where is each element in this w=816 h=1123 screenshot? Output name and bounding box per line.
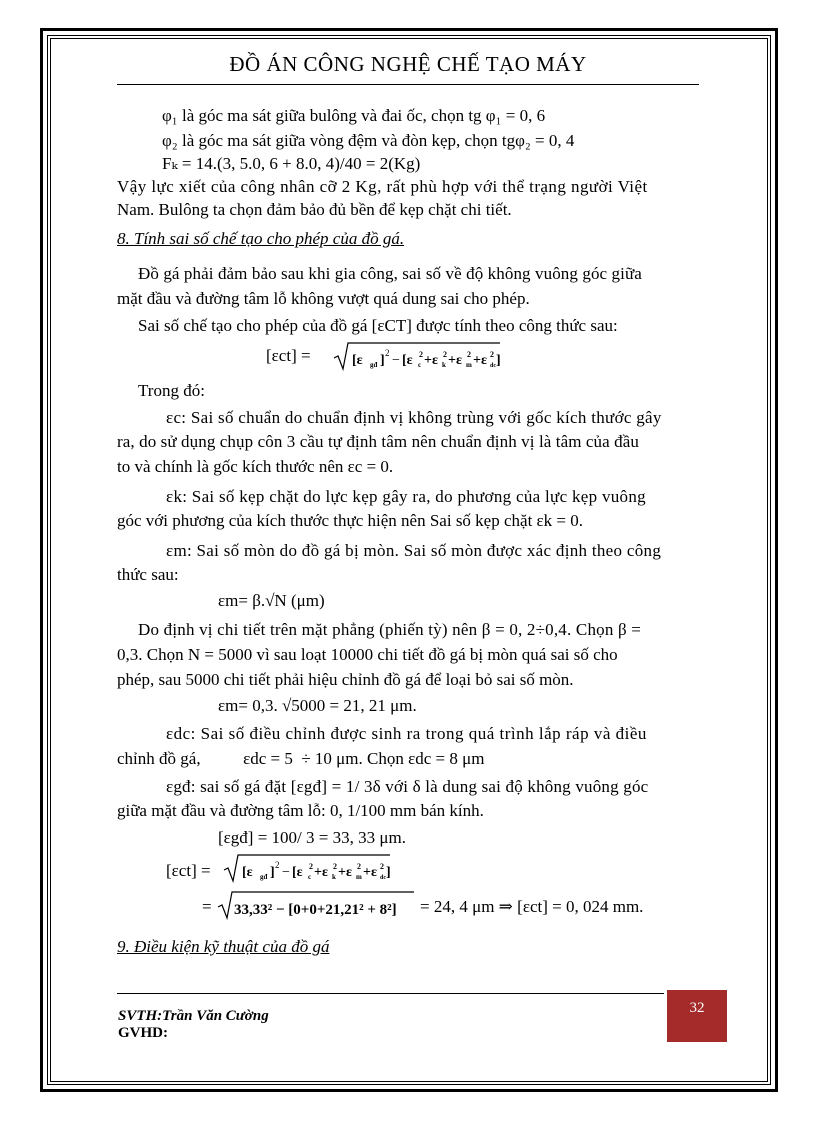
footer-divider (117, 993, 664, 994)
svg-text:2: 2 (357, 862, 361, 871)
paragraph-line: Do định vị chi tiết trên mặt phẳng (phiến tỳ) nên β = 0, 2÷0,4. Chọn β = (138, 620, 642, 639)
svg-text:m: m (356, 873, 362, 881)
svg-text:m: m (466, 361, 472, 369)
formula-eps-ct-result: = 24, 4 μm ⇒ [εct] = 0, 024 mm. (420, 897, 644, 916)
formula-eps-m-value: εm= 0,3. √5000 = 21, 21 μm. (218, 696, 417, 715)
page-number-badge: 32 (667, 990, 727, 1042)
paragraph-line: Trong đó: (138, 381, 205, 400)
page-header-title: ĐỒ ÁN CÔNG NGHỆ CHẾ TẠO MÁY (229, 52, 587, 76)
svg-text:+ε: +ε (314, 865, 328, 880)
formula-equals: = (202, 897, 212, 916)
section-heading-9: 9. Điều kiện kỹ thuật của đồ gá (117, 937, 330, 956)
paragraph-line: mặt đầu và đường tâm lỗ không vượt quá dung sai cho phép. (117, 289, 530, 308)
paragraph-line: εk: Sai số kẹp chặt do lực kẹp gây ra, do phương của lực kẹp vuông (166, 487, 646, 506)
svg-text:2: 2 (385, 348, 390, 358)
section-heading-8: 8. Tính sai số chế tạo cho phép của đồ gá. (117, 229, 405, 248)
svg-text:2: 2 (467, 350, 471, 359)
text-line-conclusion-1: Vậy lực xiết của công nhân cỡ 2 Kg, rất phù hợp với thể trạng người Việt (117, 177, 648, 196)
svg-text:]: ] (270, 865, 275, 880)
svg-text:2: 2 (490, 350, 494, 359)
paragraph-line: giữa mặt đầu và đường tâm lỗ: 0, 1/100 mm bán kính. (117, 801, 484, 820)
svg-text:+ε: +ε (338, 865, 352, 880)
paragraph-line: chỉnh đồ gá, εdc = 5 ÷ 10 μm. Chọn εdc = 8 μm (117, 749, 485, 768)
header-divider (117, 84, 699, 85)
formula-eps-ct (266, 346, 311, 366)
formula-eps-ct-2 (166, 861, 211, 881)
svg-text:k: k (332, 873, 336, 881)
paragraph-line: to và chính là gốc kích thước nên εc = 0. (117, 457, 394, 476)
svg-text:2: 2 (275, 860, 280, 870)
svg-text:2: 2 (309, 862, 313, 871)
svg-text:[ε: [ε (402, 353, 413, 368)
svg-text:]: ] (386, 865, 391, 880)
paragraph-line: εgđ: sai số gá đặt [εgđ] = 1/ 3δ với δ là dung sai độ không vuông góc (166, 777, 649, 796)
paragraph-line: εdc: Sai số điều chỉnh được sinh ra trong quá trình lắp ráp và điều (166, 724, 647, 743)
text-line-fk: Fₖ = 14.(3, 5.0, 6 + 8.0, 4)/40 = 2(Kg) (162, 154, 421, 173)
svg-text:+ε: +ε (473, 353, 487, 368)
svg-text:2: 2 (419, 350, 423, 359)
formula-eps-m: εm= β.√N (μm) (218, 591, 325, 610)
svg-text:+ε: +ε (448, 353, 462, 368)
svg-text:]: ] (380, 353, 385, 368)
svg-text:]: ] (496, 353, 501, 368)
paragraph-line: Đồ gá phải đảm bảo sau khi gia công, sai số về độ không vuông góc giữa (138, 264, 642, 283)
svg-text:[ε: [ε (352, 353, 363, 368)
paragraph-line: phép, sau 5000 chi tiết phải hiệu chỉnh đồ gá để loại bỏ sai số mòn. (117, 670, 574, 689)
svg-text:gđ: gđ (370, 361, 378, 369)
paragraph-line: góc với phương của kích thước thực hiện nên Sai số kẹp chặt εk = 0. (117, 511, 584, 530)
svg-text:[ε: [ε (292, 865, 303, 880)
svg-text:k: k (442, 361, 446, 369)
text-line-conclusion-2: Nam. Bulông ta chọn đảm bảo đủ bền để kẹp chặt chi tiết. (117, 200, 512, 219)
footer-author: SVTH:Trần Văn Cường (118, 1008, 269, 1024)
svg-text:đc: đc (380, 875, 386, 881)
formula-sqrt-expression (332, 340, 502, 372)
svg-text:−: − (392, 353, 400, 368)
paragraph-line: ra, do sử dụng chụp côn 3 cầu tự định tâm nên chuẩn định vị là tâm của đầu (117, 432, 639, 451)
svg-text:c: c (418, 361, 422, 369)
formula-sqrt-numeric (216, 888, 416, 922)
formula-lhs: [εct] = (166, 861, 211, 880)
svg-text:+ε: +ε (363, 865, 377, 880)
svg-text:+ε: +ε (424, 353, 438, 368)
paragraph-line: thức sau: (117, 565, 179, 584)
formula-numeric-inner: 33,33² − [0+0+21,21² + 8²] (234, 902, 397, 918)
text-line-phi1: φ₁ là góc ma sát giữa bulông và đai ốc, chọn tg φ₁ = 0, 6 (162, 106, 546, 125)
formula-eps-gd: [εgđ] = 100/ 3 = 33, 33 μm. (218, 828, 406, 847)
svg-text:2: 2 (333, 862, 337, 871)
svg-text:−: − (282, 865, 290, 880)
svg-text:đc: đc (490, 363, 496, 369)
footer-supervisor: GVHD: (118, 1025, 168, 1041)
svg-text:2: 2 (443, 350, 447, 359)
svg-text:[ε: [ε (242, 865, 253, 880)
svg-text:gđ: gđ (260, 873, 268, 881)
text-line-phi2: φ₂ là góc ma sát giữa vòng đệm và đòn kẹp, chọn tgφ₂ = 0, 4 (162, 131, 575, 150)
paragraph-line: 0,3. Chọn N = 5000 vì sau loạt 10000 chi tiết đồ gá bị mòn quá sai số cho (117, 645, 618, 664)
formula-sqrt-expression-2 (222, 852, 392, 884)
formula-lhs: [εct] = (266, 346, 311, 365)
paragraph-line: εc: Sai số chuẩn do chuẩn định vị không trùng với gốc kích thước gây (166, 408, 662, 427)
svg-text:2: 2 (380, 862, 384, 871)
svg-text:c: c (308, 873, 312, 881)
paragraph-line: εm: Sai số mòn do đồ gá bị mòn. Sai số mòn được xác định theo công (166, 541, 662, 560)
paragraph-line: Sai số chế tạo cho phép của đồ gá [εCT] được tính theo công thức sau: (138, 316, 618, 335)
